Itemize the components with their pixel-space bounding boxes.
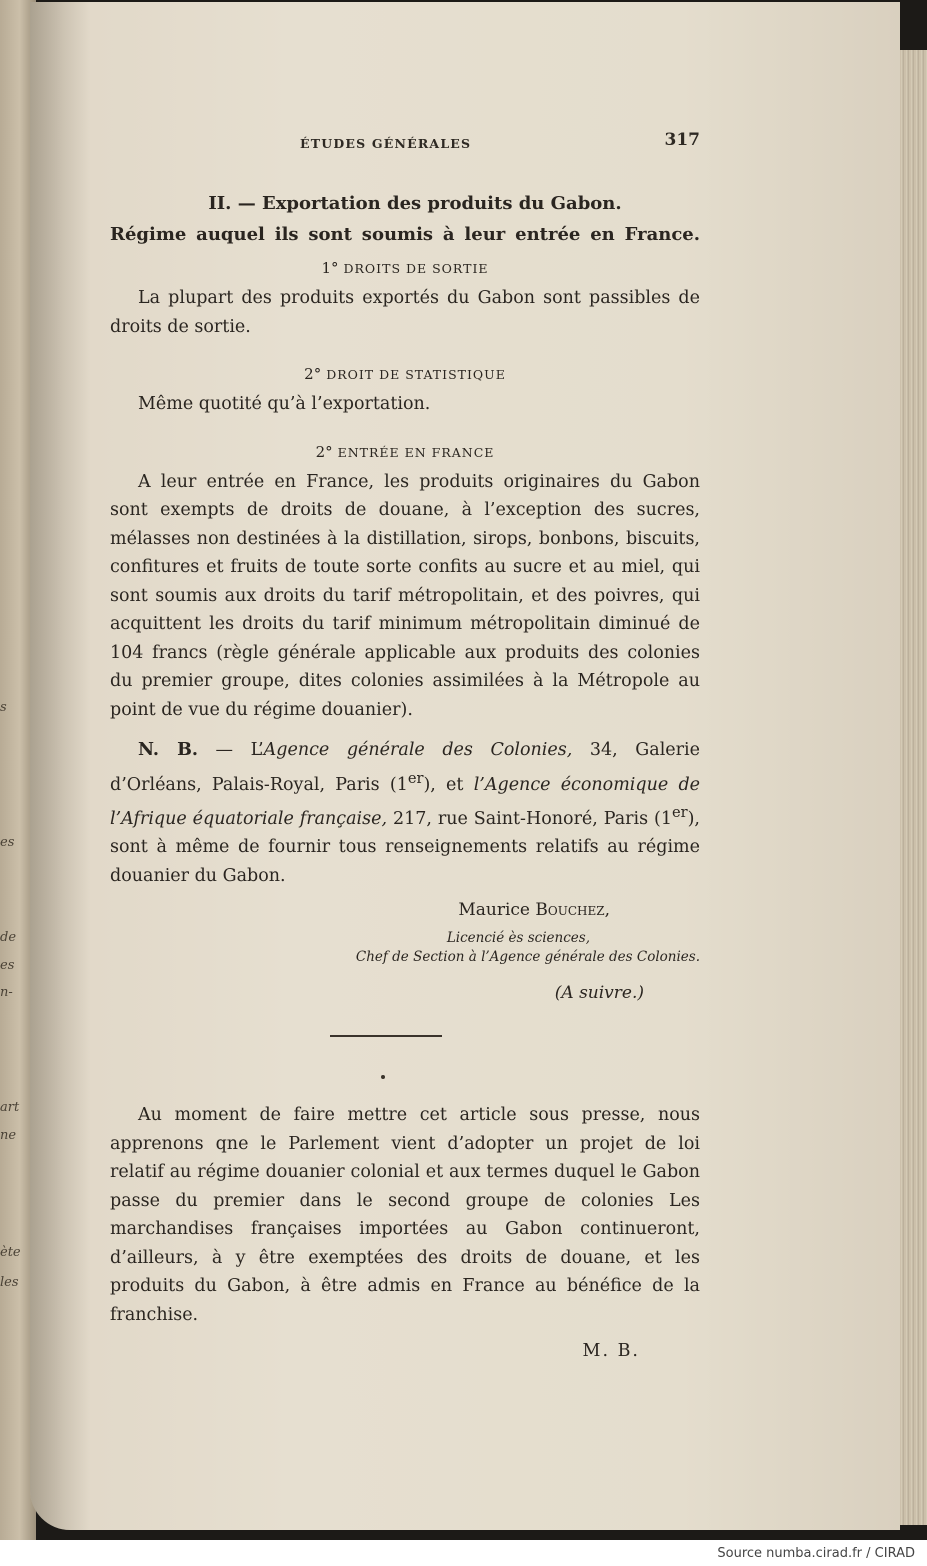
nb-label: N. B.	[138, 740, 198, 760]
section-paragraph: La plupart des produits exportés du Gabon sont passibles de droits de sortie.	[110, 288, 700, 337]
section-paragraph: Même quotité qu’à l’exportation.	[138, 394, 431, 414]
margin-fragment: ne	[0, 1128, 17, 1143]
article-subtitle: Régime auquel ils sont soumis à leur entrée en France.	[110, 223, 700, 245]
ink-dot	[381, 1075, 385, 1079]
margin-fragment: de	[0, 930, 17, 945]
margin-fragment: les	[0, 1275, 19, 1290]
section-heading: 2° DROIT DE STATISTIQUE	[304, 365, 506, 383]
margin-fragment: art	[0, 1100, 20, 1115]
gutter-shadow	[30, 2, 90, 1530]
author-signature: Maurice Bouchez,	[458, 900, 610, 921]
margin-fragment: es	[0, 958, 15, 973]
section-divider	[330, 1035, 442, 1037]
page-header	[300, 130, 700, 154]
margin-fragment: ète	[0, 1245, 21, 1260]
article-title: II. — Exportation des produits du Gabon.	[208, 193, 622, 214]
author-credential: Chef de Section à l’Agence générale des Colonies.	[355, 948, 700, 965]
press-note: Au moment de faire mettre cet article sous presse, nous apprenons qne le Parlement vient d’adopter un projet de loi relatif au régime douanier colonial et aux termes duquel le Gabon passe du premier dans le second groupe de colonies Les marchandises françaises importées au Gabon continueront, d’ailleurs, à y être exemptées des droits de douane, et les produits du Gabon, à être admis en France au bénéfice de la franchise.	[110, 1105, 700, 1325]
source-credit: Source numba.cirad.fr / CIRAD	[717, 1546, 915, 1561]
section-heading: 2° ENTRÉE EN FRANCE	[315, 442, 495, 461]
page-number: 317	[664, 130, 700, 150]
running-title: ÉTUDES GÉNÉRALES	[300, 136, 472, 151]
book-page	[30, 2, 900, 1530]
margin-fragment: s	[0, 700, 7, 715]
page-body	[110, 190, 700, 1366]
to-be-continued: (A suivre.)	[554, 982, 644, 1003]
margin-fragment: n-	[0, 985, 13, 1000]
author-credential: Licencié ès sciences,	[446, 929, 590, 946]
section-paragraph: A leur entrée en France, les produits originaires du Gabon sont exempts de droits de douane, à l’exception des sucres, mélasses non destinées à la distillation, sirops, bonbons, biscuits, confitures et fruits de toute sorte confits au sucre et au miel, qui sont soumis aux droits du tarif métropolitain, et des poivres, qui acquittent les droits du tarif minimum métropolitain diminué de 104 francs (règle générale applicable aux produits des colonies du premier groupe, dites colonies assimilées à la Métropole au point de vue du régime douanier).	[110, 471, 700, 720]
section-heading: 1° DROITS DE SORTIE	[321, 259, 489, 277]
nb-paragraph: N. B. — L’Agence générale des Colonies, 34, Galerie d’Orléans, Palais-Royal, Paris (1er), et l’Agence économique de l’Afrique équatoriale française, 217, rue Saint-Honoré, Paris (1er), sont à même de fournir tous renseignements relatifs au régime douanier du Gabon.	[110, 740, 701, 886]
margin-fragment: es	[0, 835, 15, 850]
note-initials: M. B.	[582, 1341, 640, 1362]
